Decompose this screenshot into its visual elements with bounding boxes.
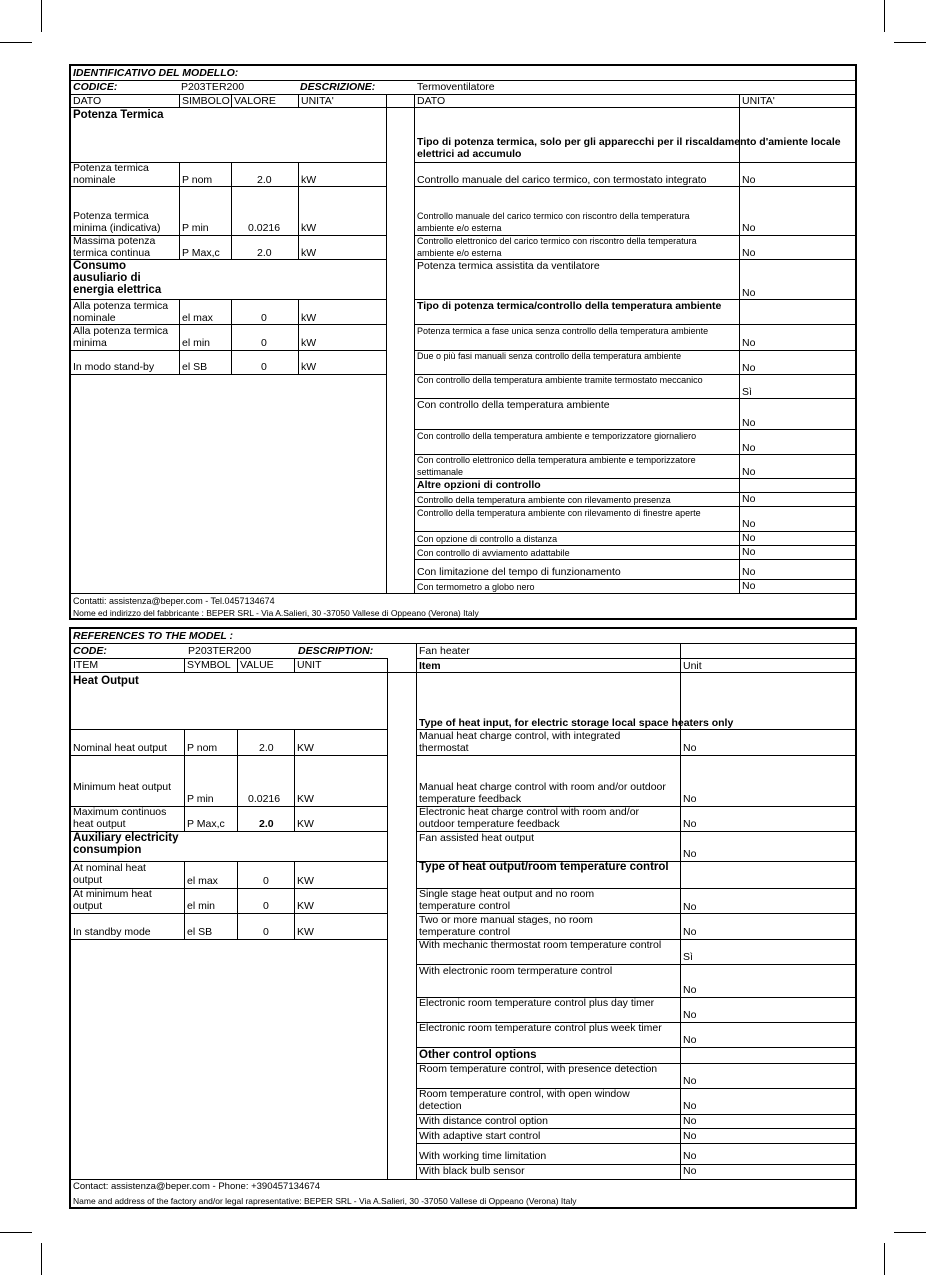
right-row-label: Controllo manuale del carico termico con riscontro della temperatura ambiente e/o esterna	[417, 211, 690, 233]
right-row-val: Sì	[742, 386, 752, 398]
right-row-val: No	[742, 287, 756, 299]
heat-title: Potenza Termica	[73, 109, 164, 121]
right-row-label: Due o più fasi manuali senza controllo della temperatura ambiente	[417, 351, 682, 361]
english-sheet	[69, 627, 857, 1209]
code-label: CODICE:	[73, 81, 118, 93]
desc-value: Termoventilatore	[417, 81, 495, 93]
left-row-val: 0	[261, 312, 267, 324]
left-row-val: 2.0	[257, 247, 272, 259]
right-row-label: With mechanic thermostat room temperature control	[419, 939, 662, 951]
left-row-label: At minimum heat output	[73, 888, 152, 912]
right-row-val: No	[742, 337, 756, 349]
rcol-dato: DATO	[417, 95, 446, 107]
left-row-val: 0.0216	[248, 793, 281, 805]
crop-mark	[0, 1232, 32, 1233]
right-section-header: Tipo di potenza termica, solo per gli apparecchi per il riscaldamento d'amiente locale elettrici ad accumulo	[417, 136, 841, 160]
left-row-val: 0	[263, 926, 269, 938]
left-row-unit: KW	[297, 900, 314, 912]
right-row-val: No	[742, 566, 756, 578]
right-row-val: No	[683, 1075, 697, 1087]
right-row-val: No	[742, 580, 756, 592]
crop-mark	[0, 42, 32, 43]
left-row-unit: kW	[301, 337, 317, 349]
right-row-label: Con termometro a globo nero	[417, 582, 535, 592]
left-row-label: At nominal heat output	[73, 862, 146, 886]
left-row-val: 0	[261, 337, 267, 349]
right-row-label: Potenza termica a fase unica senza controllo della temperatura ambiente	[417, 326, 709, 336]
right-row-val: No	[683, 1115, 697, 1127]
heat-title: Heat Output	[73, 675, 139, 687]
maker-line: Name and address of the factory and/or legal rapresentative: BEPER SRL - Via A.Salieri, 30 -37050 Vallese di Oppeano (Verona) Italy	[73, 1196, 577, 1206]
right-row-label: Room temperature control, with presence detection	[419, 1063, 658, 1075]
right-row-val: No	[683, 793, 697, 805]
maker-line: Nome ed indirizzo del fabbricante : BEPER SRL - Via A.Salieri, 30 -37050 Vallese di Oppeano (Verona) Italy	[73, 608, 479, 618]
desc-label: DESCRIPTION:	[298, 645, 374, 657]
left-row-sym: el max	[187, 875, 218, 887]
right-row-val: No	[742, 362, 756, 374]
right-row-label: Manual heat charge control, with integrated thermostat	[419, 730, 621, 754]
contact-line: Contact: assistenza@beper.com - Phone: +390457134674	[73, 1181, 321, 1192]
code-label: CODE:	[73, 645, 107, 657]
left-row-unit: KW	[297, 926, 314, 938]
rcol-unit: Unit	[683, 660, 702, 672]
right-row-val: No	[742, 493, 756, 505]
right-row-label: Fan assisted heat output	[419, 832, 534, 844]
right-row-val: No	[683, 818, 697, 830]
left-row-sym: P nom	[187, 742, 218, 754]
left-row-sym: el min	[187, 900, 216, 912]
left-row-label: In standby mode	[73, 926, 151, 938]
right-row-val: No	[683, 1130, 697, 1142]
left-row-label: Maximum continuos heat output	[73, 806, 167, 830]
left-row-unit: kW	[301, 222, 317, 234]
desc-label: DESCRIZIONE:	[300, 81, 376, 93]
code-value: P203TER200	[181, 81, 245, 93]
right-row-label: Electronic heat charge control with room and/or outdoor temperature feedback	[419, 806, 640, 830]
right-row-label: Single stage heat output and no room temperature control	[419, 888, 595, 912]
right-row-val: No	[683, 1100, 697, 1112]
left-row-label: Nominal heat output	[73, 742, 167, 754]
right-row-val: No	[683, 984, 697, 996]
left-row-val: 2.0	[257, 174, 272, 186]
left-row-sym: P min	[182, 222, 209, 234]
right-row-val: No	[683, 848, 697, 860]
right-row-val: No	[683, 742, 697, 754]
col-item: ITEM	[73, 659, 99, 671]
col-valore: VALORE	[234, 95, 276, 107]
left-row-label: Potenza termica nominale	[73, 162, 149, 186]
left-row-val: 0	[263, 900, 269, 912]
right-section-header: Altre opzioni di controllo	[417, 479, 541, 491]
rcol-unita: UNITA'	[742, 95, 775, 107]
right-row-label: Manual heat charge control with room and/or outdoor temperature feedback	[419, 781, 666, 805]
left-row-unit: kW	[301, 247, 317, 259]
left-row-unit: kW	[301, 174, 317, 186]
right-row-val: No	[742, 532, 756, 544]
right-section-header: Type of heat input, for electric storage local space heaters only	[419, 717, 734, 729]
right-row-val: No	[683, 1009, 697, 1021]
crop-mark	[894, 42, 926, 43]
col-value: VALUE	[240, 659, 274, 671]
col-symbol: SYMBOL	[187, 659, 231, 671]
left-row-val: 0	[263, 875, 269, 887]
left-row-label: Alla potenza termica nominale	[73, 300, 169, 324]
right-row-val: No	[742, 466, 756, 478]
left-row-sym: P nom	[182, 174, 213, 186]
left-row-label: Alla potenza termica minima	[73, 325, 169, 349]
left-row-sym: el max	[182, 312, 213, 324]
col-unita: UNITA'	[301, 95, 334, 107]
left-row-label: Minimum heat output	[73, 781, 172, 793]
aux-title: Consumo ausuliario di energia elettrica	[73, 260, 162, 296]
left-row-sym: el min	[182, 337, 211, 349]
right-row-val: No	[742, 222, 756, 234]
right-section-header: Tipo di potenza termica/controllo della temperatura ambiente	[417, 300, 722, 312]
crop-mark	[41, 1243, 42, 1275]
right-row-label: Controllo manuale del carico termico, con termostato integrato	[417, 174, 707, 186]
left-row-label: In modo stand-by	[73, 361, 155, 373]
left-row-val: 0.0216	[248, 222, 281, 234]
right-row-label: Con opzione di controllo a distanza	[417, 534, 558, 544]
right-row-val: No	[742, 518, 756, 530]
right-row-label: Electronic room temperature control plus day timer	[419, 997, 655, 1009]
right-row-label: Con controllo della temperatura ambiente e temporizzatore giornaliero	[417, 431, 697, 441]
left-row-unit: KW	[297, 818, 314, 830]
left-row-unit: kW	[301, 361, 317, 373]
crop-mark	[41, 0, 42, 32]
right-row-label: With working time limitation	[419, 1150, 547, 1162]
model-ref-label: REFERENCES TO THE MODEL :	[73, 630, 234, 642]
right-row-val: No	[683, 1165, 697, 1177]
italian-sheet	[69, 64, 857, 620]
right-row-val: No	[683, 1150, 697, 1162]
left-row-unit: KW	[297, 793, 314, 805]
right-row-label: Electronic room temperature control plus week timer	[419, 1022, 662, 1034]
right-row-label: Con limitazione del tempo di funzionamento	[417, 566, 621, 578]
aux-title: Auxiliary electricity consumpion	[73, 832, 179, 856]
right-row-val: No	[742, 247, 756, 259]
right-row-label: Con controllo di avviamento adattabile	[417, 548, 570, 558]
right-row-val: No	[683, 1034, 697, 1046]
right-row-val: Sì	[683, 951, 693, 963]
contact-line: Contatti: assistenza@beper.com - Tel.0457134674	[73, 596, 275, 606]
left-row-val: 2.0	[259, 818, 274, 830]
right-row-val: No	[683, 901, 697, 913]
crop-mark	[894, 1232, 926, 1233]
right-row-label: Con controllo elettronico della temperatura ambiente e temporizzatore settimanale	[417, 455, 696, 477]
col-unit: UNIT	[297, 659, 322, 671]
right-row-label: Con controllo della temperatura ambiente	[417, 399, 610, 411]
rcol-item: Item	[419, 660, 441, 672]
left-row-sym: el SB	[187, 926, 213, 938]
code-value: P203TER200	[188, 645, 252, 657]
col-simbolo: SIMBOLO	[182, 95, 230, 107]
crop-mark	[884, 1243, 885, 1275]
left-row-unit: KW	[297, 742, 314, 754]
right-row-val: No	[742, 442, 756, 454]
left-row-unit: kW	[301, 312, 317, 324]
right-row-label: Controllo elettronico del carico termico con riscontro della temperatura ambiente e/o esterna	[417, 236, 697, 258]
right-row-label: Controllo della temperatura ambiente con rilevamento di finestre aperte	[417, 508, 701, 518]
left-row-unit: KW	[297, 875, 314, 887]
right-section-header: Other control options	[419, 1049, 537, 1061]
right-row-label: With adaptive start control	[419, 1130, 541, 1142]
right-row-val: No	[742, 174, 756, 186]
right-row-label: Con controllo della temperatura ambiente tramite termostato meccanico	[417, 375, 703, 385]
right-row-label: Potenza termica assistita da ventilatore	[417, 260, 600, 272]
left-row-label: Massima potenza termica continua	[73, 235, 156, 259]
right-row-label: With black bulb sensor	[419, 1165, 525, 1177]
left-row-val: 2.0	[259, 742, 274, 754]
right-row-label: Controllo della temperatura ambiente con rilevamento presenza	[417, 495, 671, 505]
right-row-label: With distance control option	[419, 1115, 548, 1127]
right-row-label: With electronic room termperature control	[419, 965, 613, 977]
desc-value: Fan heater	[419, 645, 470, 657]
left-row-label: Potenza termica minima (indicativa)	[73, 210, 161, 234]
right-row-label: Room temperature control, with open window detection	[419, 1088, 630, 1112]
model-ref-label: IDENTIFICATIVO DEL MODELLO:	[73, 67, 239, 79]
right-row-val: No	[742, 417, 756, 429]
col-dato: DATO	[73, 95, 102, 107]
right-section-header: Type of heat output/room temperature control	[419, 861, 669, 873]
left-row-sym: P min	[187, 793, 214, 805]
right-row-val: No	[683, 926, 697, 938]
crop-mark	[884, 0, 885, 32]
right-row-label: Two or more manual stages, no room temperature control	[419, 914, 593, 938]
right-row-val: No	[742, 546, 756, 558]
left-row-sym: el SB	[182, 361, 208, 373]
left-row-val: 0	[261, 361, 267, 373]
left-row-sym: P Max,c	[187, 818, 225, 830]
left-row-sym: P Max,c	[182, 247, 220, 259]
